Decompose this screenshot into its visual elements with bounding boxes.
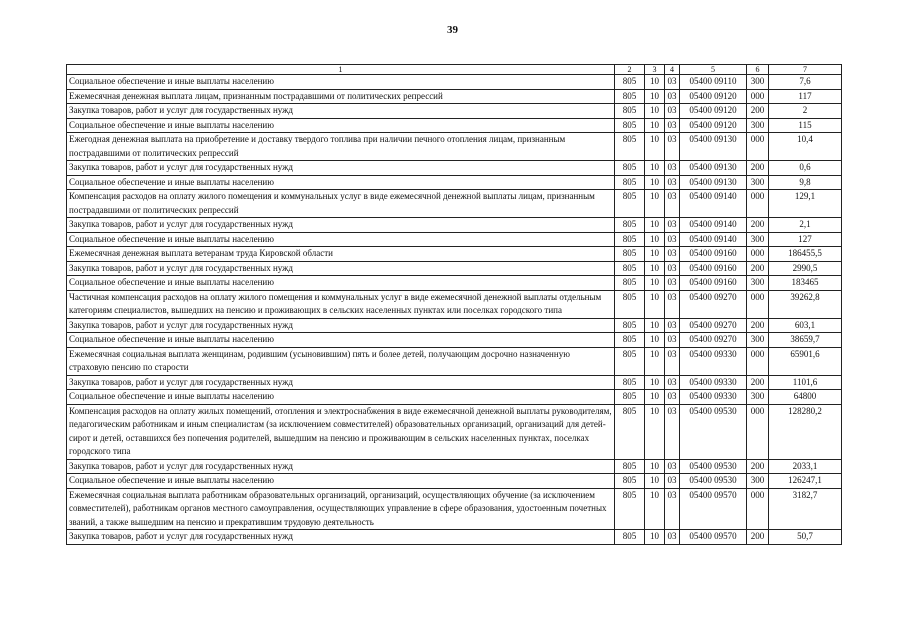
ministry-code-cell: 805 (615, 488, 645, 530)
table-row (67, 161, 842, 176)
amount-cell: 1101,6 (769, 375, 842, 390)
subsection-code-cell: 03 (665, 474, 680, 489)
expense-type-code-cell: 300 (747, 333, 769, 348)
amount-cell: 0,6 (769, 161, 842, 176)
amount-cell: 39262,8 (769, 290, 842, 318)
subsection-code-cell: 03 (665, 161, 680, 176)
table-row (67, 118, 842, 133)
target-article-code-cell: 05400 09160 (680, 276, 747, 291)
table-row (67, 375, 842, 390)
ministry-code-cell: 805 (615, 118, 645, 133)
item-name-cell: Компенсация расходов на оплату жилых помещений, отопления и электроснабжения в виде ежемесячной денежной выплаты руководителям, педагогическим работникам и иным специалистам (за исключением совместителей) образовательных организаций, организаций для детей-сирот и детей, оставшихся без попечения родителей, вышедшим на пенсию и проживающим в сельских населенных пунктах, поселках городского типа (67, 404, 615, 459)
expense-type-code-cell: 200 (747, 104, 769, 119)
subsection-code-cell: 03 (665, 247, 680, 262)
ministry-code-cell: 805 (615, 290, 645, 318)
expense-type-code-cell: 300 (747, 75, 769, 90)
item-name-cell: Закупка товаров, работ и услуг для государственных нужд (67, 104, 615, 119)
item-name-cell: Закупка товаров, работ и услуг для государственных нужд (67, 530, 615, 545)
target-article-code-cell: 05400 09140 (680, 218, 747, 233)
target-article-code-cell: 05400 09160 (680, 261, 747, 276)
table-row (67, 218, 842, 233)
item-name-cell: Ежемесячная денежная выплата лицам, признанным пострадавшими от политических репрессий (67, 89, 615, 104)
expense-type-code-cell: 300 (747, 474, 769, 489)
expense-type-code-cell: 200 (747, 530, 769, 545)
ministry-code-cell: 805 (615, 530, 645, 545)
column-header: 4 (665, 65, 680, 75)
subsection-code-cell: 03 (665, 276, 680, 291)
amount-cell: 127 (769, 232, 842, 247)
expense-type-code-cell: 000 (747, 290, 769, 318)
section-code-cell: 10 (645, 276, 665, 291)
amount-cell: 603,1 (769, 318, 842, 333)
section-code-cell: 10 (645, 375, 665, 390)
amount-cell: 115 (769, 118, 842, 133)
item-name-cell: Социальное обеспечение и иные выплаты населению (67, 276, 615, 291)
subsection-code-cell: 03 (665, 318, 680, 333)
ministry-code-cell: 805 (615, 404, 645, 459)
expense-type-code-cell: 000 (747, 190, 769, 218)
section-code-cell: 10 (645, 118, 665, 133)
subsection-code-cell: 03 (665, 459, 680, 474)
expense-type-code-cell: 200 (747, 161, 769, 176)
section-code-cell: 10 (645, 261, 665, 276)
table-row (67, 232, 842, 247)
subsection-code-cell: 03 (665, 390, 680, 405)
table-header-row (67, 65, 842, 75)
target-article-code-cell: 05400 09140 (680, 232, 747, 247)
section-code-cell: 10 (645, 474, 665, 489)
ministry-code-cell: 805 (615, 218, 645, 233)
target-article-code-cell: 05400 09120 (680, 118, 747, 133)
table-row (67, 75, 842, 90)
table-row (67, 333, 842, 348)
item-name-cell: Ежемесячная социальная выплата женщинам, родившим (усыновившим) пять и более детей, получающим досрочно назначенную страховую пенсию по старости (67, 347, 615, 375)
expense-type-code-cell: 000 (747, 89, 769, 104)
table-row (67, 347, 842, 375)
item-name-cell: Закупка товаров, работ и услуг для государственных нужд (67, 318, 615, 333)
ministry-code-cell: 805 (615, 133, 645, 161)
table-row (67, 474, 842, 489)
expense-type-code-cell: 000 (747, 247, 769, 262)
column-header: 7 (769, 65, 842, 75)
amount-cell: 9,8 (769, 175, 842, 190)
ministry-code-cell: 805 (615, 104, 645, 119)
item-name-cell: Социальное обеспечение и иные выплаты населению (67, 118, 615, 133)
target-article-code-cell: 05400 09530 (680, 459, 747, 474)
amount-cell: 117 (769, 89, 842, 104)
table-row (67, 276, 842, 291)
subsection-code-cell: 03 (665, 190, 680, 218)
item-name-cell: Компенсация расходов на оплату жилого помещения и коммунальных услуг в виде ежемесячной денежной выплаты лицам, признанным пострадавшими от политических репрессий (67, 190, 615, 218)
table-row (67, 488, 842, 530)
section-code-cell: 10 (645, 89, 665, 104)
expense-type-code-cell: 000 (747, 133, 769, 161)
target-article-code-cell: 05400 09160 (680, 247, 747, 262)
item-name-cell: Социальное обеспечение и иные выплаты населению (67, 333, 615, 348)
expense-type-code-cell: 200 (747, 375, 769, 390)
ministry-code-cell: 805 (615, 390, 645, 405)
section-code-cell: 10 (645, 104, 665, 119)
amount-cell: 2033,1 (769, 459, 842, 474)
table-row (67, 133, 842, 161)
column-header: 6 (747, 65, 769, 75)
target-article-code-cell: 05400 09270 (680, 333, 747, 348)
section-code-cell: 10 (645, 133, 665, 161)
target-article-code-cell: 05400 09330 (680, 347, 747, 375)
item-name-cell: Социальное обеспечение и иные выплаты населению (67, 175, 615, 190)
column-header: 1 (67, 65, 615, 75)
item-name-cell: Закупка товаров, работ и услуг для государственных нужд (67, 261, 615, 276)
item-name-cell: Ежемесячная денежная выплата ветеранам труда Кировской области (67, 247, 615, 262)
ministry-code-cell: 805 (615, 318, 645, 333)
subsection-code-cell: 03 (665, 530, 680, 545)
item-name-cell: Социальное обеспечение и иные выплаты населению (67, 390, 615, 405)
amount-cell: 126247,1 (769, 474, 842, 489)
expense-type-code-cell: 000 (747, 404, 769, 459)
ministry-code-cell: 805 (615, 247, 645, 262)
table-row (67, 390, 842, 405)
amount-cell: 65901,6 (769, 347, 842, 375)
section-code-cell: 10 (645, 459, 665, 474)
target-article-code-cell: 05400 09130 (680, 133, 747, 161)
ministry-code-cell: 805 (615, 347, 645, 375)
ministry-code-cell: 805 (615, 75, 645, 90)
target-article-code-cell: 05400 09270 (680, 290, 747, 318)
subsection-code-cell: 03 (665, 375, 680, 390)
amount-cell: 129,1 (769, 190, 842, 218)
subsection-code-cell: 03 (665, 333, 680, 348)
subsection-code-cell: 03 (665, 218, 680, 233)
subsection-code-cell: 03 (665, 232, 680, 247)
ministry-code-cell: 805 (615, 375, 645, 390)
target-article-code-cell: 05400 09330 (680, 390, 747, 405)
section-code-cell: 10 (645, 75, 665, 90)
ministry-code-cell: 805 (615, 459, 645, 474)
target-article-code-cell: 05400 09270 (680, 318, 747, 333)
amount-cell: 64800 (769, 390, 842, 405)
subsection-code-cell: 03 (665, 104, 680, 119)
section-code-cell: 10 (645, 190, 665, 218)
section-code-cell: 10 (645, 404, 665, 459)
table-row (67, 459, 842, 474)
expense-type-code-cell: 300 (747, 232, 769, 247)
expense-type-code-cell: 200 (747, 318, 769, 333)
page-number: 39 (447, 24, 458, 36)
expense-type-code-cell: 000 (747, 488, 769, 530)
table-row (67, 104, 842, 119)
amount-cell: 2,1 (769, 218, 842, 233)
target-article-code-cell: 05400 09120 (680, 104, 747, 119)
section-code-cell: 10 (645, 488, 665, 530)
section-code-cell: 10 (645, 390, 665, 405)
subsection-code-cell: 03 (665, 118, 680, 133)
item-name-cell: Ежемесячная социальная выплата работникам образовательных организаций, организаций, осуществляющих обучение (за исключением совместителей), работникам органов местного самоуправления, осуществляющих управление в сфере образования, удостоенным почетных званий, а также вышедшим на пенсию и прекратившим трудовую деятельность (67, 488, 615, 530)
item-name-cell: Закупка товаров, работ и услуг для государственных нужд (67, 459, 615, 474)
amount-cell: 186455,5 (769, 247, 842, 262)
section-code-cell: 10 (645, 247, 665, 262)
table-row (67, 404, 842, 459)
ministry-code-cell: 805 (615, 161, 645, 176)
target-article-code-cell: 05400 09140 (680, 190, 747, 218)
target-article-code-cell: 05400 09530 (680, 404, 747, 459)
column-header: 5 (680, 65, 747, 75)
target-article-code-cell: 05400 09130 (680, 161, 747, 176)
item-name-cell: Социальное обеспечение и иные выплаты населению (67, 75, 615, 90)
amount-cell: 50,7 (769, 530, 842, 545)
column-header: 2 (615, 65, 645, 75)
expense-type-code-cell: 200 (747, 459, 769, 474)
amount-cell: 183465 (769, 276, 842, 291)
item-name-cell: Ежегодная денежная выплата на приобретение и доставку твердого топлива при наличии печного отопления лицам, признанным пострадавшими от политических репрессий (67, 133, 615, 161)
expense-type-code-cell: 200 (747, 218, 769, 233)
ministry-code-cell: 805 (615, 276, 645, 291)
amount-cell: 2 (769, 104, 842, 119)
subsection-code-cell: 03 (665, 488, 680, 530)
amount-cell: 3182,7 (769, 488, 842, 530)
amount-cell: 38659,7 (769, 333, 842, 348)
subsection-code-cell: 03 (665, 133, 680, 161)
subsection-code-cell: 03 (665, 175, 680, 190)
item-name-cell: Закупка товаров, работ и услуг для государственных нужд (67, 375, 615, 390)
subsection-code-cell: 03 (665, 261, 680, 276)
table-row (67, 318, 842, 333)
item-name-cell: Закупка товаров, работ и услуг для государственных нужд (67, 218, 615, 233)
table-row (67, 530, 842, 545)
table-row (67, 175, 842, 190)
amount-cell: 7,6 (769, 75, 842, 90)
item-name-cell: Частичная компенсация расходов на оплату жилого помещения и коммунальных услуг в виде ежемесячной денежной выплаты отдельным категориям специалистов, вышедших на пенсию и проживающих в сельских населенных пунктах или поселках городского типа (67, 290, 615, 318)
subsection-code-cell: 03 (665, 347, 680, 375)
subsection-code-cell: 03 (665, 75, 680, 90)
target-article-code-cell: 05400 09530 (680, 474, 747, 489)
target-article-code-cell: 05400 09110 (680, 75, 747, 90)
expense-type-code-cell: 300 (747, 118, 769, 133)
subsection-code-cell: 03 (665, 290, 680, 318)
amount-cell: 2990,5 (769, 261, 842, 276)
amount-cell: 128280,2 (769, 404, 842, 459)
section-code-cell: 10 (645, 161, 665, 176)
section-code-cell: 10 (645, 175, 665, 190)
expense-type-code-cell: 300 (747, 276, 769, 291)
target-article-code-cell: 05400 09570 (680, 488, 747, 530)
expense-type-code-cell: 300 (747, 175, 769, 190)
item-name-cell: Социальное обеспечение и иные выплаты населению (67, 232, 615, 247)
expense-type-code-cell: 300 (747, 390, 769, 405)
table-row (67, 290, 842, 318)
item-name-cell: Социальное обеспечение и иные выплаты населению (67, 474, 615, 489)
section-code-cell: 10 (645, 347, 665, 375)
ministry-code-cell: 805 (615, 261, 645, 276)
ministry-code-cell: 805 (615, 474, 645, 489)
section-code-cell: 10 (645, 333, 665, 348)
expense-type-code-cell: 200 (747, 261, 769, 276)
section-code-cell: 10 (645, 232, 665, 247)
amount-cell: 10,4 (769, 133, 842, 161)
section-code-cell: 10 (645, 318, 665, 333)
section-code-cell: 10 (645, 530, 665, 545)
table-row (67, 190, 842, 218)
ministry-code-cell: 805 (615, 89, 645, 104)
ministry-code-cell: 805 (615, 333, 645, 348)
target-article-code-cell: 05400 09120 (680, 89, 747, 104)
table-row (67, 261, 842, 276)
subsection-code-cell: 03 (665, 404, 680, 459)
table-row (67, 247, 842, 262)
table-row (67, 89, 842, 104)
target-article-code-cell: 05400 09570 (680, 530, 747, 545)
ministry-code-cell: 805 (615, 190, 645, 218)
table-body (67, 75, 842, 545)
column-header: 3 (645, 65, 665, 75)
section-code-cell: 10 (645, 218, 665, 233)
ministry-code-cell: 805 (615, 175, 645, 190)
target-article-code-cell: 05400 09330 (680, 375, 747, 390)
target-article-code-cell: 05400 09130 (680, 175, 747, 190)
subsection-code-cell: 03 (665, 89, 680, 104)
budget-table (66, 64, 842, 545)
expense-type-code-cell: 000 (747, 347, 769, 375)
section-code-cell: 10 (645, 290, 665, 318)
ministry-code-cell: 805 (615, 232, 645, 247)
item-name-cell: Закупка товаров, работ и услуг для государственных нужд (67, 161, 615, 176)
